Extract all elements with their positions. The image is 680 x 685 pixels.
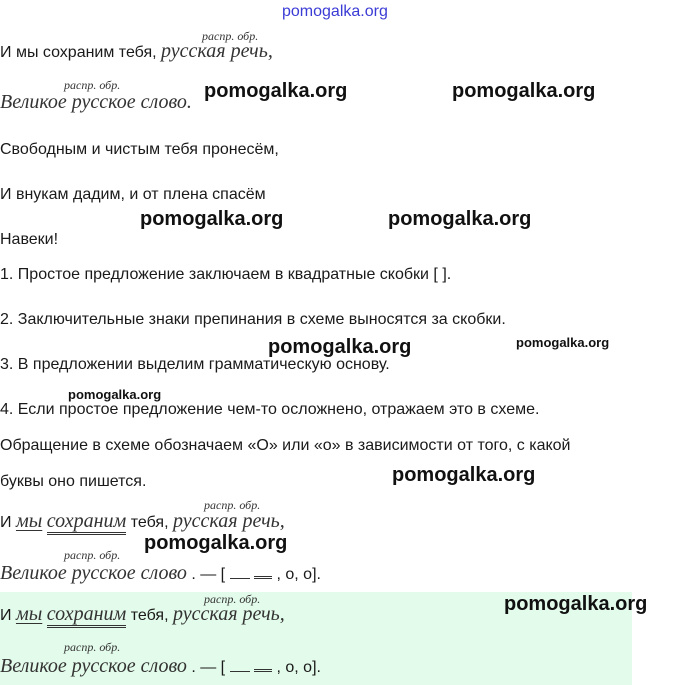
scheme-subject-mark (230, 568, 250, 579)
annotation: распр. обр. (204, 592, 261, 606)
watermark: pomogalka.org (388, 208, 532, 230)
poem-line-1-address: русская речь, (161, 40, 273, 62)
scheme-close: , о, о]. (276, 566, 321, 583)
word-tebya: тебя, (130, 607, 169, 624)
predicate-sohranim: сохраним (47, 510, 127, 535)
word-i: И (0, 514, 12, 531)
rule-3: 3. В предложении выделим грамматическую основу. (0, 356, 390, 373)
watermark: pomogalka.org (68, 387, 162, 402)
annotation: распр. обр. (204, 498, 261, 512)
watermark: pomogalka.org (392, 464, 536, 486)
watermark: pomogalka.org (268, 336, 412, 358)
answer-line-1 (0, 603, 285, 626)
word-i: И (0, 607, 12, 624)
address-velikoe-slovo: Великое русское слово (0, 562, 187, 584)
rule-2: 2. Заключительные знаки препинания в схеме выносятся за скобки. (0, 311, 506, 328)
subject-my: мы (15, 603, 43, 625)
watermark: pomogalka.org (144, 532, 288, 554)
analysis-line-1 (0, 510, 285, 533)
poem-line-5: Навеки! (0, 231, 59, 248)
subject-my: мы (15, 510, 43, 532)
poem-line-1-text: И мы сохраним тебя, (0, 44, 157, 61)
scheme-open: . — [ (191, 659, 226, 676)
address-velikoe-slovo: Великое русское слово (0, 655, 187, 677)
scheme-predicate-mark (254, 659, 272, 672)
scheme-1 (191, 566, 321, 583)
address-russkaya-rech: русская речь, (172, 510, 285, 532)
poem-line-1 (0, 40, 273, 63)
site-link[interactable]: pomogalka.org (282, 3, 388, 20)
analysis-line-2 (0, 562, 321, 585)
annotation: распр. обр. (202, 29, 259, 43)
poem-line-3: Свободным и чистым тебя пронесём, (0, 141, 279, 158)
address-russkaya-rech: русская речь, (172, 603, 285, 625)
scheme-open: . — [ (191, 566, 226, 583)
poem-line-2: Великое русское слово. (0, 91, 192, 113)
poem-line-4: И внукам дадим, и от плена спасём (0, 186, 266, 203)
rule-6: буквы оно пишется. (0, 473, 147, 490)
watermark: pomogalka.org (204, 80, 348, 102)
predicate-sohranim: сохраним (47, 603, 127, 628)
scheme-subject-mark (230, 661, 250, 672)
watermark: pomogalka.org (452, 80, 596, 102)
annotation: распр. обр. (64, 78, 121, 92)
rule-4: 4. Если простое предложение чем-то осложнено, отражаем это в схеме. (0, 401, 540, 418)
watermark: pomogalka.org (516, 335, 610, 350)
watermark: pomogalka.org (140, 208, 284, 230)
answer-line-2 (0, 655, 321, 678)
annotation: распр. обр. (64, 640, 121, 654)
word-tebya: тебя, (130, 514, 169, 531)
scheme-close: , о, о]. (276, 659, 321, 676)
rule-1: 1. Простое предложение заключаем в квадратные скобки [ ]. (0, 266, 452, 283)
rule-5: Обращение в схеме обозначаем «О» или «о» в зависимости от того, с какой (0, 437, 571, 454)
scheme-2 (191, 659, 321, 676)
watermark: pomogalka.org (504, 593, 648, 615)
annotation: распр. обр. (64, 548, 121, 562)
scheme-predicate-mark (254, 566, 272, 579)
